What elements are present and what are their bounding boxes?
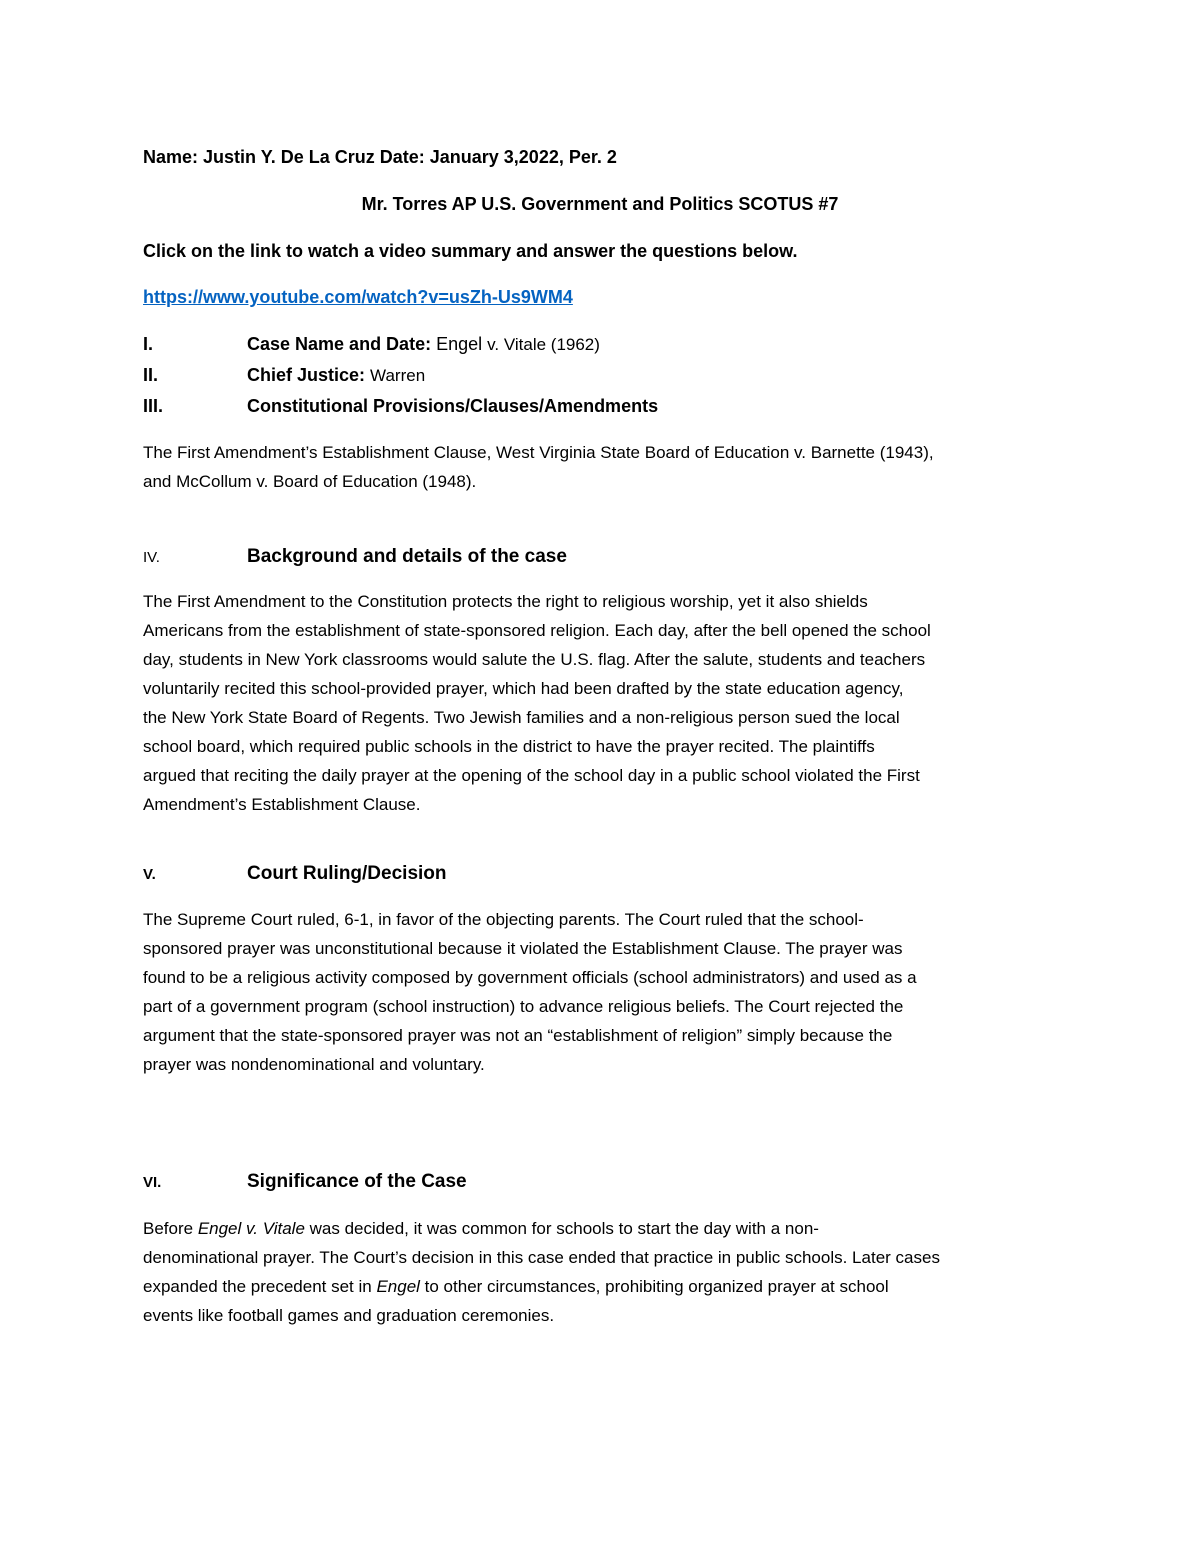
paragraph-line: argued that reciting the daily prayer at the opening of the school day in a public school violated the First xyxy=(143,766,920,785)
section-numeral: V. xyxy=(143,866,156,883)
item-provisions xyxy=(143,394,658,418)
paragraph-line: the New York State Board of Regents. Two Jewish families and a non-religious person sued the local xyxy=(143,708,900,727)
name-date-line: Name: Justin Y. De La Cruz Date: January 3,2022, Per. 2 xyxy=(143,147,617,167)
section-heading-significance xyxy=(143,1169,467,1196)
case-name-value: Engel xyxy=(436,334,483,354)
video-link[interactable]: https://www.youtube.com/watch?v=usZh-Us9WM4 xyxy=(143,287,573,307)
paragraph-line: school board, which required public schools in the district to have the prayer recited. The plaintiffs xyxy=(143,737,875,756)
item-label: Chief Justice: xyxy=(247,365,366,385)
item-case-name xyxy=(143,332,600,357)
paragraph-line: The Supreme Court ruled, 6-1, in favor of the objecting parents. The Court ruled that the school- xyxy=(143,910,864,929)
paragraph-line: found to be a religious activity composed by government officials (school administrators) and used as a xyxy=(143,968,917,987)
paragraph-line: denominational prayer. The Court’s decision in this case ended that practice in public schools. Later cases xyxy=(143,1248,940,1267)
item-numeral: III. xyxy=(143,396,164,416)
paragraph-line: The First Amendment to the Constitution protects the right to religious worship, yet it also shields xyxy=(143,592,868,611)
section-heading-background xyxy=(143,544,567,571)
case-name-italic: Engel v. Vitale xyxy=(197,1219,305,1238)
item-numeral: I. xyxy=(143,334,154,354)
paragraph-line: and McCollum v. Board of Education (1948). xyxy=(143,472,477,491)
chief-justice-value: Warren xyxy=(370,366,426,385)
video-link-line xyxy=(143,285,573,309)
section-numeral: IV. xyxy=(143,549,160,566)
paragraph-line: argument that the state-sponsored prayer was not an “establishment of religion” simply because the xyxy=(143,1026,893,1045)
paragraph-line: part of a government program (school instruction) to advance religious beliefs. The Court rejected the xyxy=(143,997,904,1016)
section-title: Background and details of the case xyxy=(247,546,567,567)
significance-paragraph xyxy=(143,1214,1073,1330)
text-run: Before xyxy=(143,1219,198,1238)
course-title: Mr. Torres AP U.S. Government and Politics SCOTUS #7 xyxy=(361,194,839,214)
provisions-paragraph xyxy=(143,438,1073,496)
text-run: was decided, it was common for schools to start the day with a non- xyxy=(304,1219,819,1238)
instruction-text: Click on the link to watch a video summary and answer the questions below. xyxy=(143,241,798,261)
paragraph-line: Amendment’s Establishment Clause. xyxy=(143,795,421,814)
paragraph-line xyxy=(143,1272,1073,1301)
paragraph-line: The First Amendment’s Establishment Clause, West Virginia State Board of Education v. Barnette (1943), xyxy=(143,443,934,462)
text-run: to other circumstances, prohibiting organized prayer at school xyxy=(419,1277,889,1296)
background-paragraph xyxy=(143,587,1073,819)
paragraph-line: sponsored prayer was unconstitutional because it violated the Establishment Clause. The prayer was xyxy=(143,939,903,958)
paragraph-line: voluntarily recited this school-provided prayer, which had been drafted by the state education agency, xyxy=(143,679,904,698)
section-numeral: VI. xyxy=(143,1174,162,1191)
paragraph-line: Americans from the establishment of state-sponsored religion. Each day, after the bell opened the school xyxy=(143,621,931,640)
section-title: Court Ruling/Decision xyxy=(247,863,447,884)
text-run: expanded the precedent set in xyxy=(143,1277,377,1296)
paragraph-line: prayer was nondenominational and voluntary. xyxy=(143,1055,485,1074)
paragraph-line xyxy=(143,1214,1073,1243)
ruling-paragraph xyxy=(143,905,1073,1079)
item-label: Constitutional Provisions/Clauses/Amendments xyxy=(247,396,659,416)
section-title: Significance of the Case xyxy=(247,1171,467,1192)
case-date-value: v. Vitale (1962) xyxy=(487,335,600,354)
item-chief-justice xyxy=(143,363,425,388)
paragraph-line: events like football games and graduation ceremonies. xyxy=(143,1306,555,1325)
paragraph-line: day, students in New York classrooms would salute the U.S. flag. After the salute, students and teachers xyxy=(143,650,926,669)
item-label: Case Name and Date: xyxy=(247,334,432,354)
case-name-italic: Engel xyxy=(376,1277,420,1296)
section-heading-ruling xyxy=(143,861,447,888)
item-numeral: II. xyxy=(143,365,159,385)
